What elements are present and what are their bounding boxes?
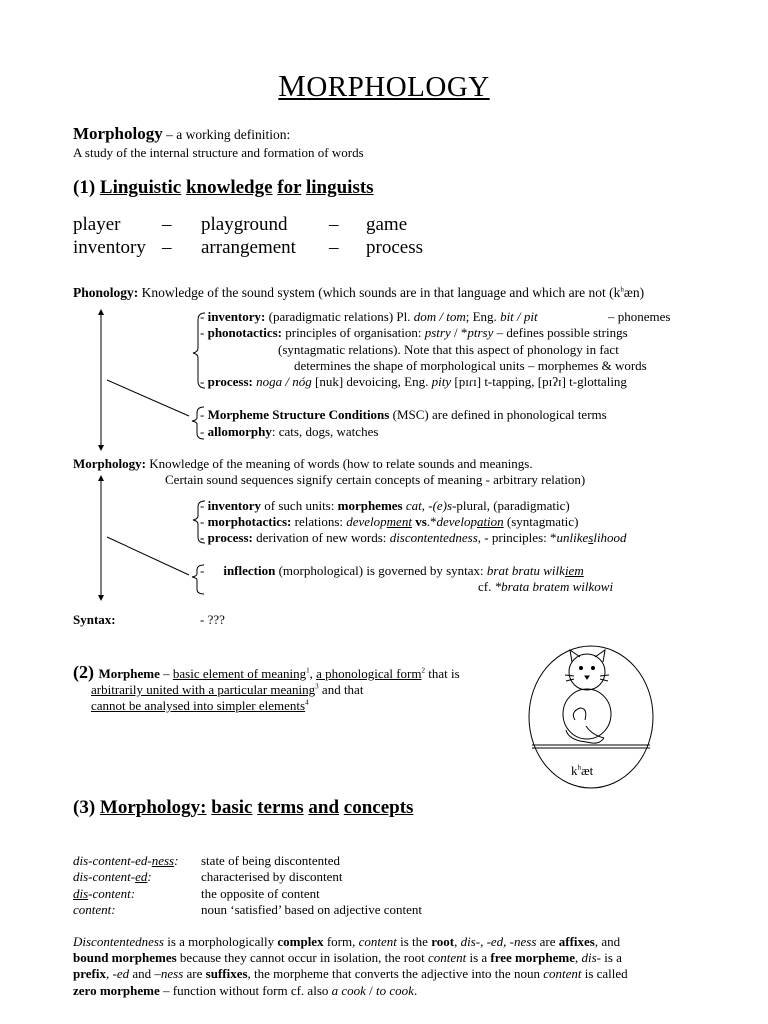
phon-phonotactics-cont2: determines the shape of morphological units – morphemes & words: [294, 358, 647, 373]
term-definition: the opposite of content: [201, 886, 320, 901]
morphology-slant-line: [107, 537, 189, 575]
term: content:: [73, 902, 116, 917]
paragraph-line2: bound morphemes because they cannot occur in isolation, the root content is a free morpheme, dis- is a: [73, 950, 622, 965]
term: dis-content-ed-ness:: [73, 853, 179, 868]
paragraph-line3: prefix, -ed and –ness are suffixes, the morpheme that converts the adjective into the noun content is called: [73, 966, 628, 981]
morph-cf: cf. *brata bratem wilkowi: [478, 579, 614, 594]
section-2-line2: arbitrarily united with a particular meaning$^3$ and that: [91, 682, 364, 697]
term: dis-content-ed:: [73, 869, 152, 884]
cat-phonetic-label: $k^hæt$: [571, 763, 594, 778]
morph-process: - process: derivation of new words: discontentedness, - principles: *unlikeslihood: [200, 530, 627, 545]
phon-phonotactics: - phonotactics: principles of organisation: pstry / *ptrsy – defines possible strings: [200, 325, 628, 340]
table-cell: –: [329, 214, 339, 235]
page-title: MORPHOLOGY: [278, 68, 490, 103]
phon-process: - process: noga / nóg [nuk] devoicing, Eng. pity [pɪɾɪ] t-tapping, [pɪʔɪ] t-glottaling: [200, 374, 627, 389]
term-definition: noun ‘satisfied’ based on adjective content: [201, 902, 423, 917]
phon-inventory-phonemes: – phonemes: [608, 309, 671, 324]
morphology-line2: Certain sound sequences signify certain concepts of meaning - arbitrary relation): [165, 472, 586, 487]
morph-inflection: - inflection (morphological) is governed by syntax: brat bratu wilkiem: [200, 563, 584, 578]
table-cell: process: [366, 237, 423, 258]
morphology-line: Morphology: Knowledge of the meaning of words (how to relate sounds and meanings.: [73, 456, 533, 471]
syntax-label: Syntax:: [73, 612, 116, 627]
phon-msc: - Morpheme Structure Conditions (MSC) are defined in phonological terms: [200, 407, 607, 422]
phonology-line: Phonology: Knowledge of the sound system (which sounds are in that language and which are not $(k^hæn)$: [73, 285, 645, 300]
table-cell: game: [366, 214, 408, 235]
phonology-brace-top: [193, 313, 205, 388]
table-cell: playground: [201, 214, 288, 235]
definition-text: A study of the internal structure and formation of words: [73, 145, 364, 160]
phonology-slant-line: [107, 380, 189, 416]
table-cell: –: [329, 237, 339, 258]
phonology-brace-bottom: [192, 407, 204, 439]
term: dis-content:: [73, 886, 136, 901]
morph-morphotactics: - morphotactics: relations: development vs.*developation (syntagmatic): [200, 514, 579, 529]
section-2-line1: (2) Morpheme – basic element of meaning$^1$, a phonological form$^2$ that is: [73, 662, 460, 682]
table-cell: player: [73, 214, 121, 235]
table-cell: –: [162, 237, 172, 258]
section-1-heading: (1) Linguistic knowledge for linguists: [73, 177, 374, 198]
table-cell: arrangement: [201, 237, 296, 258]
morphology-brace-bottom: [192, 565, 204, 594]
section-3-heading: (3) Morphology: basic terms and concepts: [73, 797, 414, 818]
phon-allomorphy: - allomorphy: cats, dogs, watches: [200, 424, 379, 439]
term-definition: state of being discontented: [201, 853, 340, 868]
section-2-line3: cannot be analysed into simpler elements$^4$: [91, 698, 309, 713]
table-cell: inventory: [73, 237, 146, 258]
syntax-value: - ???: [200, 612, 225, 627]
morphology-brace-top: [193, 501, 205, 543]
table-cell: –: [162, 214, 172, 235]
morph-inventory: - inventory of such units: morphemes cat, -(e)s-plural, (paradigmatic): [200, 498, 570, 513]
definition-heading: Morphology – a working definition:: [73, 124, 291, 143]
phon-inventory: - inventory: (paradigmatic relations) Pl. dom / tom; Eng. bit / pit: [200, 309, 538, 324]
paragraph-line1: Discontentedness is a morphologically complex form, content is the root, dis-, -ed, -ness are affixes, and: [73, 934, 621, 949]
cat-drawing: [529, 646, 653, 788]
paragraph-line4: zero morpheme – function without form cf. also a cook / to cook.: [73, 983, 418, 998]
phon-phonotactics-cont1: (syntagmatic relations). Note that this aspect of phonology in fact: [278, 342, 619, 357]
term-definition: characterised by discontent: [201, 869, 343, 884]
